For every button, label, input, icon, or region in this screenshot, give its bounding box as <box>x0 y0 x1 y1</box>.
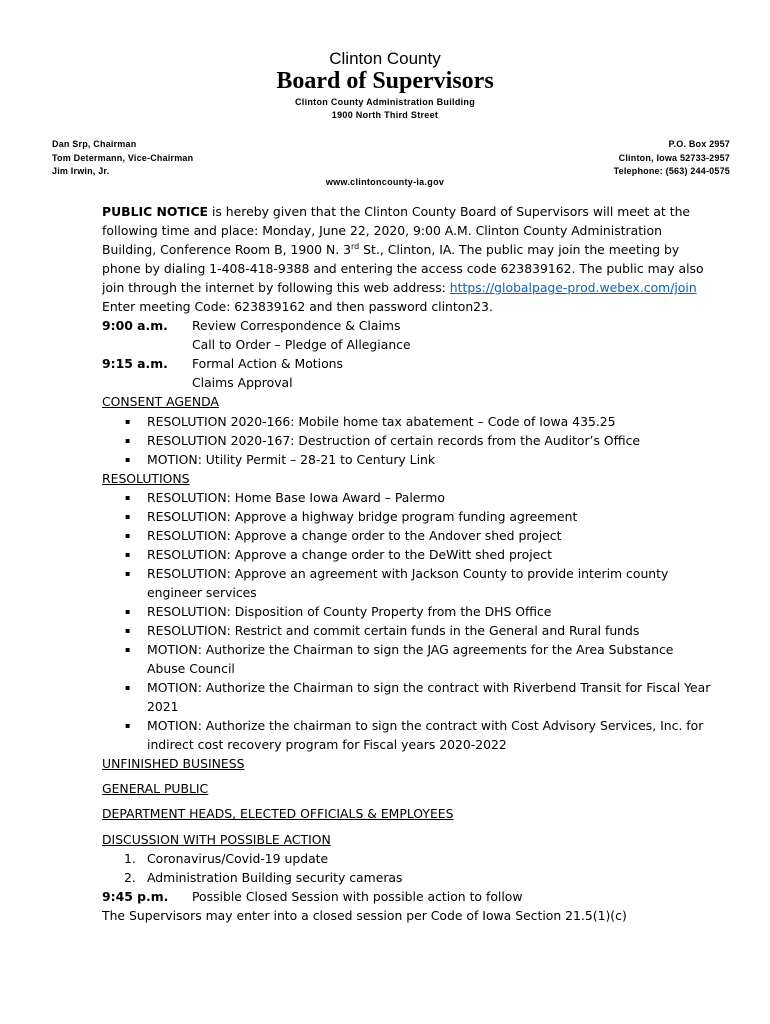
consent-agenda-list <box>102 412 712 469</box>
discussion-heading: DISCUSSION WITH POSSIBLE ACTION <box>102 831 331 847</box>
schedule-item <box>102 354 712 373</box>
schedule-line: Formal Action & Motions <box>192 356 343 372</box>
bullet-icon: ▪ <box>125 645 131 655</box>
bullet-icon: ▪ <box>125 568 131 578</box>
meeting-code: Enter meeting Code: 623839162 and then password clinton23. <box>102 299 493 315</box>
bullet-icon: ▪ <box>125 721 131 731</box>
list-item-text: Administration Building security cameras <box>147 869 403 885</box>
chairman: Dan Srp, Chairman <box>52 139 137 149</box>
item-number: 1. <box>124 850 136 866</box>
notice-sup: rd <box>351 241 360 251</box>
schedule-line: Claims Approval <box>192 375 293 391</box>
list-item <box>102 716 712 754</box>
telephone: Telephone: (563) 244-0575 <box>613 166 730 176</box>
unfinished-business-heading: UNFINISHED BUSINESS <box>102 756 245 772</box>
contact-block <box>614 138 730 179</box>
closed-session-note: The Supervisors may enter into a closed session per Code of Iowa Section 21.5(1)(c) <box>102 907 627 923</box>
bullet-icon: ▪ <box>125 435 131 445</box>
list-item <box>102 640 712 678</box>
county-name: Clinton County <box>329 49 441 68</box>
list-item-text: RESOLUTION: Disposition of County Property from the DHS Office <box>147 603 552 619</box>
closed-session-time: 9:45 p.m. <box>102 888 169 904</box>
resolutions-list <box>102 488 712 755</box>
list-item-text: RESOLUTION: Restrict and commit certain funds in the General and Rural funds <box>147 623 640 639</box>
department-heads-heading: DEPARTMENT HEADS, ELECTED OFFICIALS & EMPLOYEES <box>102 806 454 822</box>
list-item-text: RESOLUTION 2020-166: Mobile home tax abatement – Code of Iowa 435.25 <box>147 413 616 429</box>
po-box: P.O. Box 2957 <box>668 139 730 149</box>
list-item <box>102 488 712 507</box>
bullet-icon: ▪ <box>125 549 131 559</box>
street-address: 1900 North Third Street <box>331 110 439 120</box>
website-url: www.clintoncounty-ia.gov <box>325 177 445 187</box>
webex-link[interactable]: https://globalpage-prod.webex.com/join <box>449 280 697 296</box>
schedule-line: Review Correspondence & Claims <box>192 318 401 334</box>
general-public-heading: GENERAL PUBLIC <box>102 781 209 797</box>
bullet-icon: ▪ <box>125 683 131 693</box>
resolutions-heading: RESOLUTIONS <box>102 470 190 486</box>
list-item <box>102 431 712 450</box>
list-item-text: MOTION: Authorize the chairman to sign the contract with Cost Advisory Services, Inc. for indirect cost recovery program for Fiscal years 2020-2022 <box>147 718 704 753</box>
bullet-icon: ▪ <box>125 606 131 616</box>
list-item <box>102 412 712 431</box>
city-zip: Clinton, Iowa 52733-2957 <box>618 152 730 163</box>
notice-text-2: St., Clinton, IA. The public may join the meeting by phone by dialing 1-408-418-9388 and entering the access code 623839162. The public may also join through the internet by following this web address: <box>102 242 704 296</box>
consent-agenda-heading: CONSENT AGENDA <box>102 394 219 410</box>
public-notice <box>102 202 712 297</box>
list-item <box>102 564 712 602</box>
supervisor-list <box>52 138 193 179</box>
board-title: Board of Supervisors <box>276 68 494 94</box>
schedule-time: 9:00 a.m. <box>102 318 168 334</box>
list-item <box>102 849 712 868</box>
closed-session <box>102 887 712 906</box>
vice-chairman: Tom Determann, Vice-Chairman <box>52 152 194 163</box>
list-item-text: RESOLUTION: Approve a change order to the Andover shed project <box>147 527 562 543</box>
schedule-time: 9:15 a.m. <box>102 356 168 372</box>
list-item <box>102 545 712 564</box>
closed-session-text: Possible Closed Session with possible action to follow <box>192 888 523 904</box>
list-item <box>102 602 712 621</box>
list-item-text: RESOLUTION: Home Base Iowa Award – Palermo <box>147 489 445 505</box>
list-item-text: RESOLUTION: Approve an agreement with Jackson County to provide interim county engineer services <box>147 565 669 600</box>
list-item-text: MOTION: Authorize the Chairman to sign the JAG agreements for the Area Substance Abuse Council <box>147 642 674 677</box>
bullet-icon: ▪ <box>125 511 131 521</box>
building-name: Clinton County Administration Building <box>294 97 476 107</box>
list-item <box>102 507 712 526</box>
list-item-text: MOTION: Utility Permit – 28-21 to Century Link <box>147 451 436 467</box>
schedule-item <box>102 316 712 335</box>
bullet-icon: ▪ <box>125 530 131 540</box>
list-item <box>102 450 712 469</box>
supervisor-member: Jim Irwin, Jr. <box>52 166 110 176</box>
notice-text-1: is hereby given that the Clinton County Board of Supervisors will meet at the following time and place: Monday, June 22, 2020, 9:00 A.M. Clinton County Administration Building, Conference Room B, 1900 N. 3 <box>102 204 691 258</box>
discussion-list <box>102 849 712 887</box>
list-item-text: Coronavirus/Covid-19 update <box>147 850 329 866</box>
list-item <box>102 868 712 887</box>
bullet-icon: ▪ <box>125 416 131 426</box>
item-number: 2. <box>124 869 136 885</box>
list-item-text: RESOLUTION: Approve a highway bridge program funding agreement <box>147 508 578 524</box>
notice-lead: PUBLIC NOTICE <box>102 204 209 219</box>
agenda-body <box>102 202 712 925</box>
list-item <box>102 526 712 545</box>
schedule-line: Call to Order – Pledge of Allegiance <box>192 337 411 353</box>
bullet-icon: ▪ <box>125 626 131 636</box>
list-item-text: MOTION: Authorize the Chairman to sign the contract with Riverbend Transit for Fiscal Year 2021 <box>147 680 711 715</box>
list-item-text: RESOLUTION 2020-167: Destruction of certain records from the Auditor’s Office <box>147 432 641 448</box>
list-item <box>102 678 712 716</box>
bullet-icon: ▪ <box>125 492 131 502</box>
list-item <box>102 621 712 640</box>
bullet-icon: ▪ <box>125 454 131 464</box>
list-item-text: RESOLUTION: Approve a change order to the DeWitt shed project <box>147 546 552 562</box>
